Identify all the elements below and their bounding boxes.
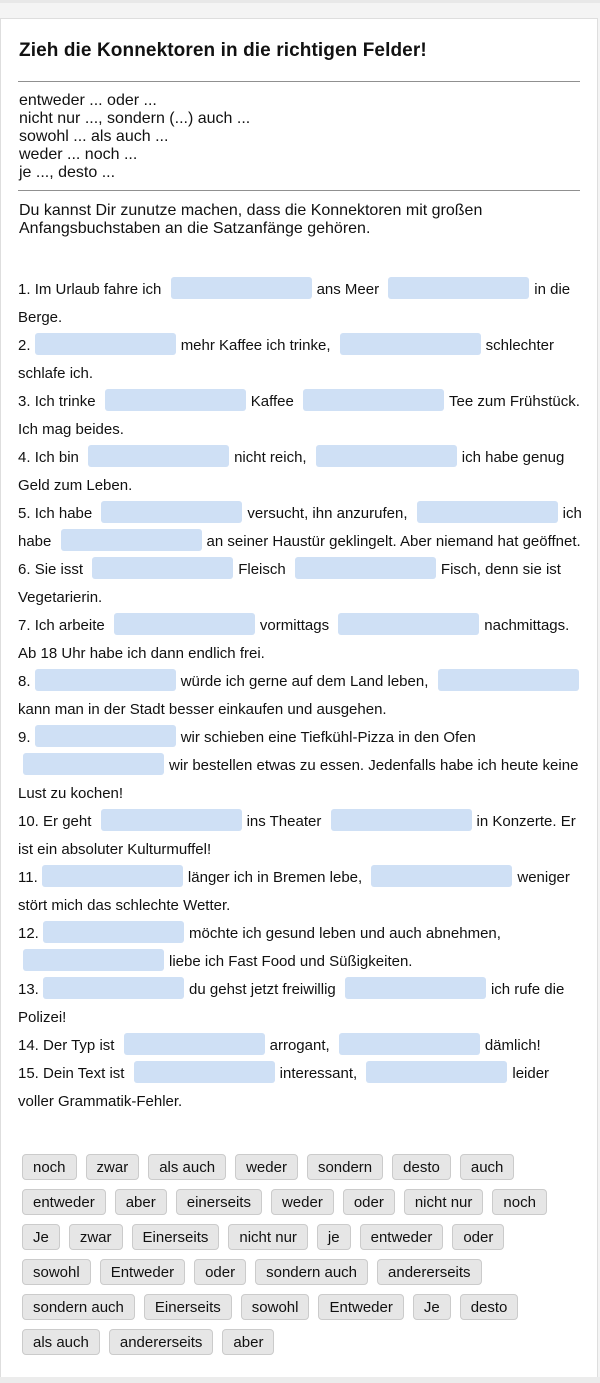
sentence-text: weniger stört mich das schlechte Wetter. bbox=[18, 869, 570, 914]
exercise-title: Zieh die Konnektoren in die richtigen Felder! bbox=[19, 40, 427, 61]
sentence-text: Im Urlaub fahre ich bbox=[34, 281, 162, 298]
drop-field[interactable] bbox=[61, 529, 202, 551]
sentence bbox=[18, 276, 584, 332]
sentence-text: arrogant, bbox=[269, 1037, 330, 1054]
word-chip[interactable]: weder bbox=[271, 1189, 334, 1215]
drop-field[interactable] bbox=[88, 445, 229, 467]
sentence-text: Der Typ ist bbox=[43, 1037, 115, 1054]
word-bank-row bbox=[22, 1224, 582, 1250]
word-chip[interactable]: andererseits bbox=[377, 1259, 482, 1285]
sentence bbox=[18, 1060, 584, 1116]
drop-field[interactable] bbox=[42, 865, 183, 887]
sentence-text: vormittags bbox=[259, 617, 330, 634]
sentence-number: 6. bbox=[18, 561, 31, 578]
sentence-text: an seiner Haustür geklingelt. Aber niemand hat geöffnet. bbox=[206, 533, 581, 550]
sentence bbox=[18, 976, 584, 1032]
sentence-text: ins Theater bbox=[246, 813, 322, 830]
word-chip[interactable]: sondern bbox=[307, 1154, 383, 1180]
word-chip[interactable]: oder bbox=[194, 1259, 246, 1285]
sentence-text: ich habe bbox=[18, 505, 582, 550]
word-chip[interactable]: oder bbox=[343, 1189, 395, 1215]
sentence bbox=[18, 724, 584, 808]
divider bbox=[18, 190, 580, 191]
sentence bbox=[18, 388, 584, 444]
word-chip[interactable]: sowohl bbox=[241, 1294, 310, 1320]
sentence-number: 10. bbox=[18, 813, 39, 830]
word-bank-row bbox=[22, 1189, 582, 1215]
sentence-text: nachmittags. Ab 18 Uhr habe ich dann endlich frei. bbox=[18, 617, 570, 662]
word-bank-row bbox=[22, 1154, 582, 1180]
sentence-text: leider voller Grammatik-Fehler. bbox=[18, 1065, 550, 1110]
sentence bbox=[18, 332, 584, 388]
sentence-number: 1. bbox=[18, 281, 31, 298]
word-chip[interactable]: einerseits bbox=[176, 1189, 262, 1215]
word-bank-row bbox=[22, 1329, 582, 1355]
sentence bbox=[18, 920, 584, 976]
hint-text: Du kannst Dir zunutze machen, dass die Konnektoren mit großen Anfangsbuchstaben an die Satzanfänge gehören. bbox=[19, 202, 483, 237]
sentence-number: 5. bbox=[18, 505, 31, 522]
sentence-number: 2. bbox=[18, 337, 31, 354]
sentence-number: 8. bbox=[18, 673, 31, 690]
sentence-list bbox=[18, 276, 584, 1116]
word-chip[interactable]: als auch bbox=[22, 1329, 100, 1355]
drop-field[interactable] bbox=[114, 613, 255, 635]
sentence bbox=[18, 612, 584, 668]
word-chip[interactable]: Einerseits bbox=[144, 1294, 232, 1320]
drop-field[interactable] bbox=[417, 501, 558, 523]
sentence-number: 13. bbox=[18, 981, 39, 998]
drop-field[interactable] bbox=[438, 669, 579, 691]
word-chip[interactable]: als auch bbox=[148, 1154, 226, 1180]
sentence-text: liebe ich Fast Food und Süßigkeiten. bbox=[169, 953, 413, 970]
drop-field[interactable] bbox=[303, 389, 444, 411]
word-chip[interactable]: Entweder bbox=[100, 1259, 185, 1285]
word-chip[interactable]: sondern auch bbox=[255, 1259, 368, 1285]
sentence-number: 14. bbox=[18, 1037, 39, 1054]
word-chip[interactable]: sondern auch bbox=[22, 1294, 135, 1320]
sentence-number: 15. bbox=[18, 1065, 39, 1082]
drop-field[interactable] bbox=[339, 1033, 480, 1055]
sentence-text: möchte ich gesund leben und auch abnehmen, bbox=[189, 925, 501, 942]
drop-field[interactable] bbox=[345, 977, 486, 999]
sentence-text: in Konzerte. Er ist ein absoluter Kulturmuffel! bbox=[18, 813, 576, 858]
word-chip[interactable]: aber bbox=[222, 1329, 274, 1355]
drop-field[interactable] bbox=[388, 277, 529, 299]
drop-field[interactable] bbox=[331, 809, 472, 831]
sentence-text: Kaffee bbox=[250, 393, 294, 410]
word-chip[interactable]: aber bbox=[115, 1189, 167, 1215]
sentence-text: Ich arbeite bbox=[34, 617, 105, 634]
sentence bbox=[18, 864, 584, 920]
word-chip[interactable]: nicht nur bbox=[228, 1224, 308, 1250]
drop-field[interactable] bbox=[43, 977, 184, 999]
sentence bbox=[18, 444, 584, 500]
drop-field[interactable] bbox=[295, 557, 436, 579]
drop-field[interactable] bbox=[23, 753, 164, 775]
sentence bbox=[18, 668, 584, 724]
connector-item: sowohl ... als auch ... bbox=[19, 128, 169, 145]
sentence-text: Fisch, denn sie ist Vegetarierin. bbox=[18, 561, 561, 606]
sentence-text: in die Berge. bbox=[18, 281, 571, 326]
sentence-text: Dein Text ist bbox=[43, 1065, 125, 1082]
drop-field[interactable] bbox=[371, 865, 512, 887]
sentence-number: 3. bbox=[18, 393, 31, 410]
word-bank-row bbox=[22, 1259, 582, 1285]
sentence-number: 12. bbox=[18, 925, 39, 942]
sentence-text: Ich habe bbox=[34, 505, 93, 522]
divider bbox=[18, 81, 580, 82]
word-chip[interactable]: noch bbox=[22, 1154, 77, 1180]
sentence-text: mehr Kaffee ich trinke, bbox=[180, 337, 331, 354]
drop-field[interactable] bbox=[366, 1061, 507, 1083]
sentence-text: interessant, bbox=[279, 1065, 358, 1082]
drop-field[interactable] bbox=[105, 389, 246, 411]
drop-field[interactable] bbox=[35, 725, 176, 747]
word-chip[interactable]: nicht nur bbox=[404, 1189, 484, 1215]
drop-field[interactable] bbox=[134, 1061, 275, 1083]
drop-field[interactable] bbox=[35, 669, 176, 691]
word-chip[interactable]: sowohl bbox=[22, 1259, 91, 1285]
word-chip[interactable]: weder bbox=[235, 1154, 298, 1180]
word-chip[interactable]: Je bbox=[22, 1224, 60, 1250]
word-chip[interactable]: zwar bbox=[86, 1154, 140, 1180]
sentence-text: Ich trinke bbox=[34, 393, 96, 410]
word-chip[interactable]: je bbox=[317, 1224, 351, 1250]
sentence-text: du gehst jetzt freiwillig bbox=[189, 981, 336, 998]
word-chip[interactable]: Einerseits bbox=[132, 1224, 220, 1250]
word-chip[interactable]: Je bbox=[413, 1294, 451, 1320]
word-chip[interactable]: entweder bbox=[22, 1189, 106, 1215]
connector-list bbox=[19, 92, 250, 182]
drop-field[interactable] bbox=[316, 445, 457, 467]
word-bank bbox=[22, 1154, 582, 1364]
word-chip[interactable]: oder bbox=[452, 1224, 504, 1250]
word-chip[interactable]: desto bbox=[392, 1154, 451, 1180]
drop-field[interactable] bbox=[340, 333, 481, 355]
sentence-text: länger ich in Bremen lebe, bbox=[187, 869, 363, 886]
sentence-text: Sie isst bbox=[34, 561, 84, 578]
sentence bbox=[18, 808, 584, 864]
connector-item: weder ... noch ... bbox=[19, 146, 138, 163]
connector-item: nicht nur ..., sondern (...) auch ... bbox=[19, 110, 251, 127]
drop-field[interactable] bbox=[124, 1033, 265, 1055]
drop-field[interactable] bbox=[43, 921, 184, 943]
sentence-text: Er geht bbox=[43, 813, 92, 830]
word-chip[interactable]: noch bbox=[492, 1189, 547, 1215]
drop-field[interactable] bbox=[92, 557, 233, 579]
sentence-text: kann man in der Stadt besser einkaufen und ausgehen. bbox=[18, 701, 387, 718]
bottom-strip bbox=[0, 1377, 600, 1383]
drop-field[interactable] bbox=[171, 277, 312, 299]
drop-field[interactable] bbox=[35, 333, 176, 355]
sentence-text: ans Meer bbox=[316, 281, 380, 298]
drop-field[interactable] bbox=[338, 613, 479, 635]
drop-field[interactable] bbox=[101, 501, 242, 523]
sentence-text: wir bestellen etwas zu essen. Jedenfalls habe ich heute keine Lust zu kochen! bbox=[18, 757, 579, 802]
sentence bbox=[18, 1032, 584, 1060]
sentence-number: 9. bbox=[18, 729, 31, 746]
sentence-text: würde ich gerne auf dem Land leben, bbox=[180, 673, 429, 690]
sentence-number: 11. bbox=[18, 869, 38, 886]
drop-field[interactable] bbox=[23, 949, 164, 971]
sentence-text: schlechter schlafe ich. bbox=[18, 337, 555, 382]
word-chip[interactable]: andererseits bbox=[109, 1329, 214, 1355]
top-strip bbox=[0, 0, 600, 3]
sentence-text: wir schieben eine Tiefkühl-Pizza in den Ofen bbox=[180, 729, 476, 746]
sentence-text: dämlich! bbox=[484, 1037, 541, 1054]
sentence-number: 4. bbox=[18, 449, 31, 466]
sentence-text: ich habe genug Geld zum Leben. bbox=[18, 449, 565, 494]
sentence bbox=[18, 556, 584, 612]
word-chip[interactable]: auch bbox=[460, 1154, 515, 1180]
drop-field[interactable] bbox=[101, 809, 242, 831]
connector-item: je ..., desto ... bbox=[19, 164, 116, 181]
word-chip[interactable]: entweder bbox=[360, 1224, 444, 1250]
sentence bbox=[18, 500, 584, 556]
sentence-text: Ich bin bbox=[34, 449, 79, 466]
sentence-text: versucht, ihn anzurufen, bbox=[247, 505, 408, 522]
word-chip[interactable]: zwar bbox=[69, 1224, 123, 1250]
connector-item: entweder ... oder ... bbox=[19, 92, 157, 109]
sentence-text: Tee zum Frühstück. Ich mag beides. bbox=[18, 393, 580, 438]
sentence-number: 7. bbox=[18, 617, 31, 634]
sentence-text: ich rufe die Polizei! bbox=[18, 981, 565, 1026]
word-bank-row bbox=[22, 1294, 582, 1320]
sentence-text: nicht reich, bbox=[234, 449, 307, 466]
word-chip[interactable]: desto bbox=[460, 1294, 519, 1320]
sentence-text: Fleisch bbox=[238, 561, 286, 578]
word-chip[interactable]: Entweder bbox=[318, 1294, 403, 1320]
